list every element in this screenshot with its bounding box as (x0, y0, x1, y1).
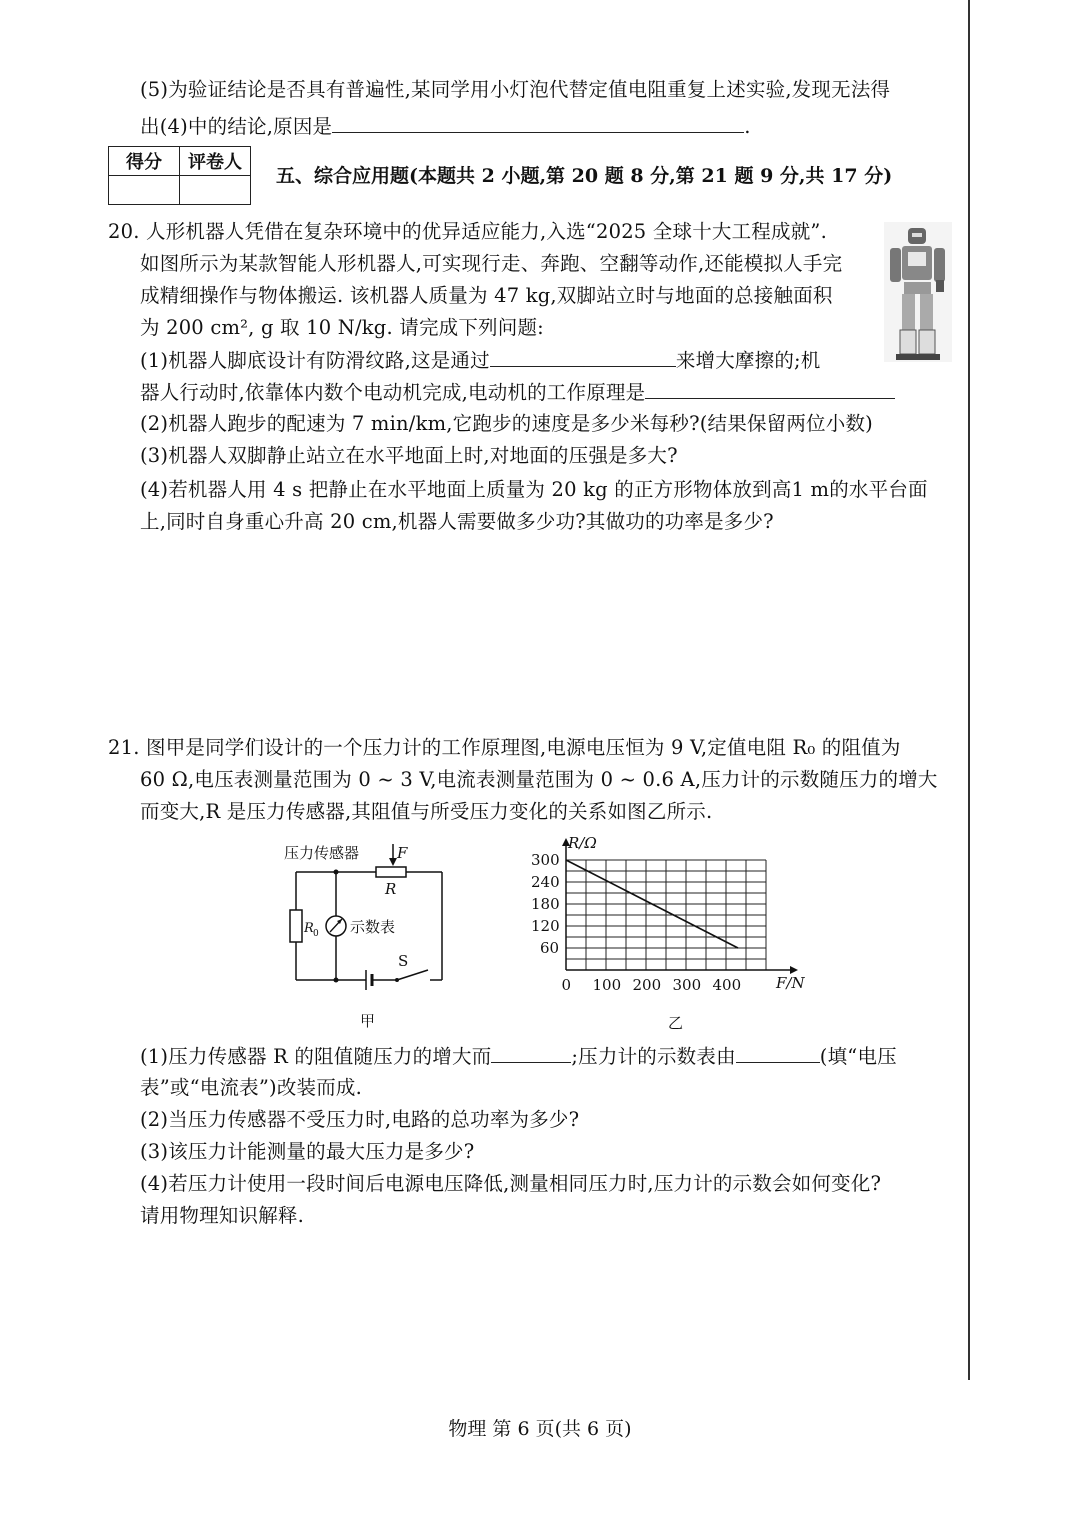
q21-line2: 60 Ω,电压表测量范围为 0 ~ 3 V,电流表测量范围为 0 ~ 0.6 A,压力计的示数随压力的增大 (140, 768, 938, 791)
x-axis-arrow-icon (790, 966, 798, 974)
force-label: F (397, 844, 408, 862)
q20-part4-line2: 上,同时自身重心升高 20 cm,机器人需要做多少功?其做功的功率是多少? (140, 510, 774, 533)
q21-part1-line1 (140, 1042, 897, 1071)
answer-blank[interactable] (645, 378, 895, 399)
chart-xlabel: F/N (776, 974, 805, 992)
x-tick-label: 100 (592, 976, 622, 994)
x-tick-label: 400 (712, 976, 742, 994)
caption-yi: 乙 (668, 1014, 684, 1032)
chart-axes (562, 838, 798, 974)
q21-line1: 21. 图甲是同学们设计的一个压力计的工作原理图,电源电压恒为 9 V,定值电阻 R₀ 的阻值为 (108, 736, 901, 759)
q20-part3: (3)机器人双脚静止站立在水平地面上时,对地面的压强是多大? (140, 444, 678, 467)
y-tick-label: 180 (531, 895, 560, 913)
answer-blank[interactable] (332, 112, 744, 133)
r0-subscript: 0 (313, 929, 319, 939)
q20-line1: 20. 人形机器人凭借在复杂环境中的优异适应能力,入选“2025 全球十大工程成就”. (108, 220, 827, 243)
robot-image (884, 222, 952, 362)
q21-part1-text: (1)压力传感器 R 的阻值随压力的增大而 (140, 1045, 492, 1068)
q21-part1-line2: 表”或“电流表”)改装而成. (140, 1076, 363, 1099)
y-tick-label: 60 (540, 939, 560, 957)
q21-part4-line1: (4)若压力计使用一段时间后电源电压降低,测量相同压力时,压力计的示数会如何变化? (140, 1172, 882, 1195)
y-tick-label: 300 (531, 851, 560, 869)
answer-blank[interactable] (736, 1042, 820, 1063)
q20-part1-text3: 器人行动时,依靠体内数个电动机完成,电动机的工作原理是 (140, 381, 646, 404)
q20-part1-text: (1)机器人脚底设计有防滑纹路,这是通过 (140, 349, 490, 372)
grader-header: 评卷人 (180, 147, 251, 176)
y-tick-label: 120 (531, 917, 560, 935)
circuit-diagram (270, 836, 470, 1036)
q20-line3: 成精细操作与物体搬运. 该机器人质量为 47 kg,双脚站立时与地面的总接触面积 (140, 284, 833, 307)
meter-label: 示数表 (350, 918, 396, 936)
score-header: 得分 (109, 147, 180, 176)
force-arrow-icon (389, 858, 397, 866)
switch-icon (397, 970, 428, 980)
resistor-r0 (290, 910, 302, 942)
q20-part4-line1: (4)若机器人用 4 s 把静止在水平地面上质量为 20 kg 的正方形物体放到高1 m的水平台面 (140, 478, 928, 501)
score-cell[interactable] (109, 176, 180, 205)
q21-part1-text2: ;压力计的示数表由 (571, 1045, 736, 1068)
resistor-r (376, 867, 406, 877)
section-heading: 五、综合应用题(本题共 2 小题,第 20 题 8 分,第 21 题 9 分,共 17 分) (276, 165, 893, 187)
caption-jia: 甲 (360, 1012, 376, 1030)
chart-ticks (531, 851, 741, 994)
chart-grid (566, 860, 766, 970)
grader-cell[interactable] (180, 176, 251, 205)
q19-part5-line1: (5)为验证结论是否具有普遍性,某同学用小灯泡代替定值电阻重复上述实验,发现无法得 (140, 78, 891, 101)
x-tick-label: 0 (561, 976, 572, 994)
q21-line3: 而变大,R 是压力传感器,其阻值与所受压力变化的关系如图乙所示. (140, 800, 713, 823)
resistance-force-chart (520, 828, 820, 1038)
answer-blank[interactable] (491, 1042, 571, 1063)
q21-part1-text3: (填“电压 (819, 1045, 897, 1068)
q19-part5-text: 出(4)中的结论,原因是 (140, 115, 333, 138)
sensor-label: 压力传感器 (284, 844, 360, 862)
q21-part2: (2)当压力传感器不受压力时,电路的总功率为多少? (140, 1108, 580, 1131)
chart-ylabel: R/Ω (568, 834, 597, 852)
r0-label: R (304, 921, 314, 936)
page-right-border (968, 0, 970, 1380)
q20-part1-line2 (140, 378, 895, 407)
page-footer: 物理 第 6 页(共 6 页) (448, 1418, 632, 1440)
q19-part5-line2: 出(4)中的结论,原因是 . (140, 112, 751, 141)
q20-part1-line1 (140, 346, 821, 375)
q20-part1-text2: 来增大摩擦的;机 (675, 349, 821, 372)
q21-part3: (3)该压力计能测量的最大压力是多少? (140, 1140, 475, 1163)
q20-line4: 为 200 cm², g 取 10 N/kg. 请完成下列问题: (140, 316, 544, 339)
y-tick-label: 240 (531, 873, 560, 891)
x-tick-label: 200 (632, 976, 662, 994)
switch-label: S (398, 952, 409, 970)
answer-blank[interactable] (490, 346, 676, 367)
q20-part2: (2)机器人跑步的配速为 7 min/km,它跑步的速度是多少米每秒?(结果保留两位小数) (140, 412, 873, 435)
q20-line2: 如图所示为某款智能人形机器人,可实现行走、奔跑、空翻等动作,还能模拟人手完 (140, 252, 843, 275)
r-label: R (385, 880, 397, 898)
score-table (108, 146, 251, 205)
x-tick-label: 300 (672, 976, 702, 994)
q21-part4-line2: 请用物理知识解释. (140, 1204, 304, 1227)
